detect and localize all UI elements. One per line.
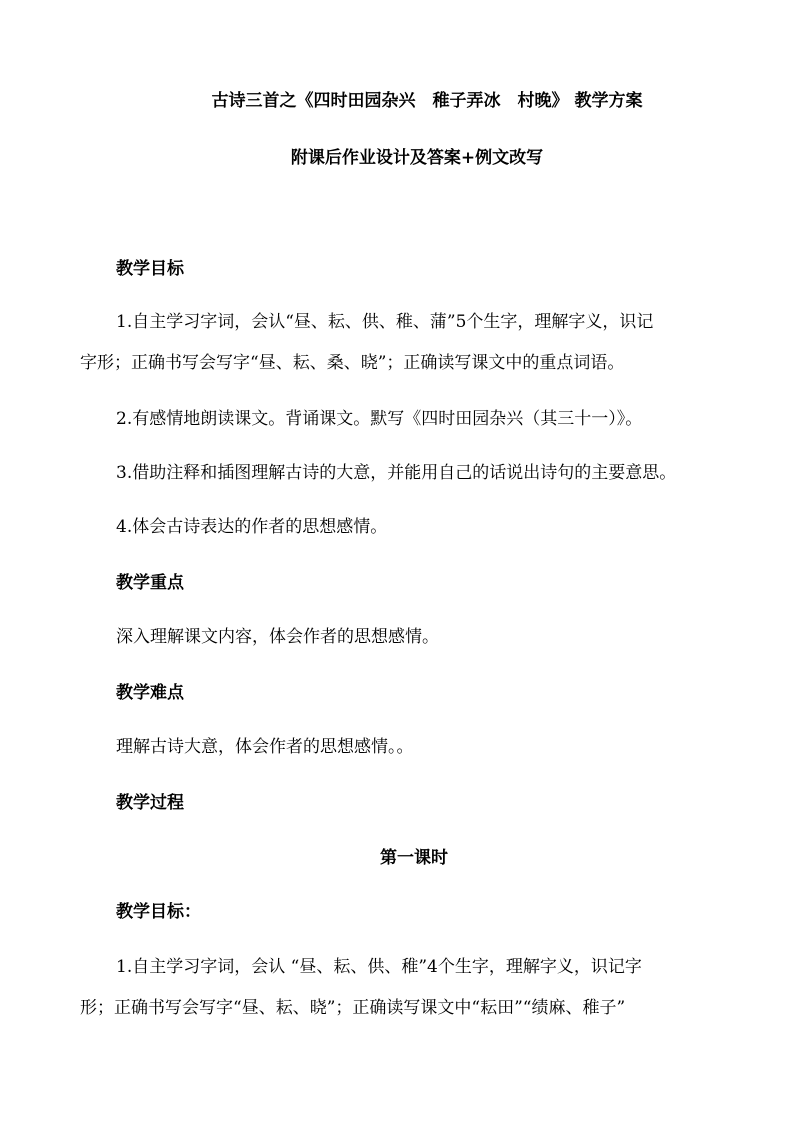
difficulty-heading: 教学难点 — [116, 683, 184, 703]
difficulty-text: 理解古诗大意，体会作者的思想感情。。 — [116, 737, 414, 757]
document-subtitle: 附课后作业设计及答案+例文改写 — [290, 148, 544, 168]
goal-1-line-2: 字形；正确书写会写字“昼、耘、桑、晓”；正确读写课文中的重点词语。 — [80, 353, 625, 373]
key-points-text: 深入理解课文内容，体会作者的思想感情。 — [116, 627, 439, 647]
lesson-1-heading: 第一课时 — [380, 848, 448, 868]
key-points-heading: 教学重点 — [116, 573, 184, 593]
process-heading: 教学过程 — [116, 793, 184, 813]
document-title: 古诗三首之《四时田园杂兴 稚子弄冰 村晚》 教学方案 — [211, 91, 643, 111]
lesson-1-goal-1-line-2: 形；正确书写会写字“昼、耘、晓”；正确读写课文中“耘田”“绩麻、稚子” — [80, 998, 626, 1018]
lesson-1-goal-1-line-1: 1.自主学习字词，会认 “昼、耘、供、稚”4个生字，理解字义，识记字 — [116, 957, 642, 977]
lesson-1-goals-heading: 教学目标： — [116, 902, 201, 922]
goal-1-line-1: 1.自主学习字词，会认“昼、耘、供、稚、蒲”5个生字，理解字义，识记 — [116, 312, 654, 332]
goals-heading: 教学目标 — [116, 259, 184, 279]
goal-4: 4.体会古诗表达的作者的思想感情。 — [116, 517, 388, 537]
goal-2: 2.有感情地朗读课文。背诵课文。默写《四时田园杂兴（其三十一）》。 — [116, 409, 643, 429]
goal-3: 3.借助注释和插图理解古诗的大意，并能用自己的话说出诗句的主要意思。 — [116, 463, 677, 483]
